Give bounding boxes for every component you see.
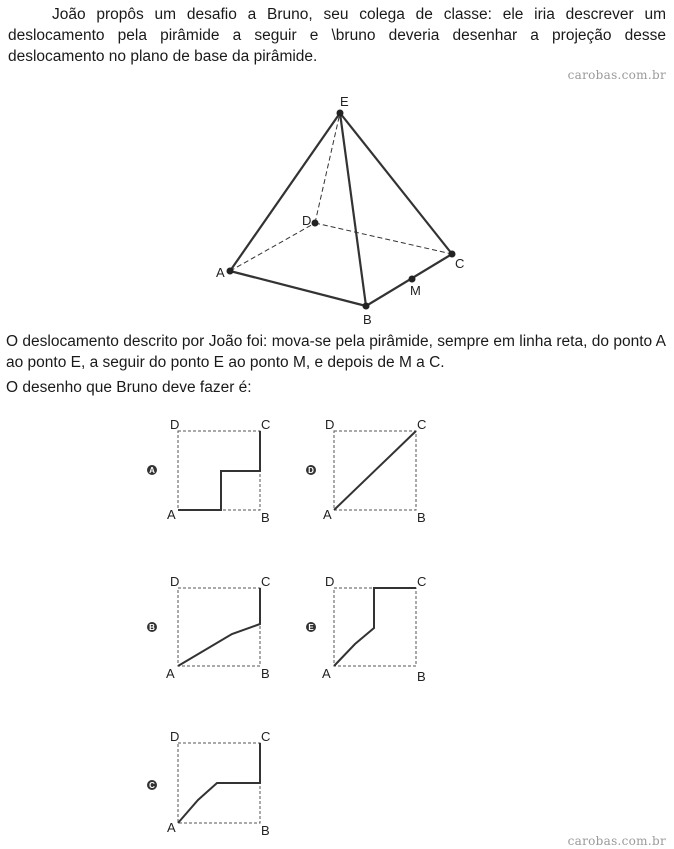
vertex-A bbox=[227, 268, 234, 275]
pyramid-figure bbox=[230, 113, 452, 306]
option-b-figure[interactable] bbox=[147, 574, 270, 681]
option-a-path bbox=[178, 431, 260, 510]
option-c-label-C: C bbox=[261, 729, 271, 744]
option-b-label-B: B bbox=[261, 666, 270, 681]
option-e-path bbox=[334, 588, 416, 666]
option-e-label-C: C bbox=[417, 574, 427, 589]
description-paragraph: O deslocamento descrito por João foi: mova-se pela pirâmide, sempre em linha reta, do ponto A ao ponto E, a seguir do ponto E ao ponto M, e depois de M a C. bbox=[6, 333, 666, 371]
option-a-letter: A bbox=[149, 466, 155, 475]
label-A: A bbox=[216, 265, 225, 280]
label-D: D bbox=[302, 213, 312, 228]
option-c-letter: C bbox=[149, 781, 155, 790]
intro-paragraph: João propôs um desafio a Bruno, seu colega de classe: ele iria descrever um deslocamento pela pirâmide a seguir e \bruno deveria desenhar a projeção desse deslocamento no plano de base da pirâmide. bbox=[8, 6, 666, 65]
option-b-label-C: C bbox=[261, 574, 271, 589]
option-e-letter: E bbox=[308, 623, 314, 632]
edge-AE bbox=[230, 113, 340, 271]
option-c-figure[interactable] bbox=[147, 729, 270, 838]
vertex-D bbox=[312, 220, 319, 227]
option-a-label-B: B bbox=[261, 510, 270, 525]
edge-AB bbox=[230, 271, 366, 306]
watermark-bottom: carobas.com.br bbox=[567, 834, 666, 848]
option-b-path bbox=[178, 588, 260, 666]
option-c-label-B: B bbox=[261, 823, 270, 838]
option-a-figure[interactable] bbox=[147, 417, 270, 525]
label-E: E bbox=[340, 94, 349, 109]
option-e-figure[interactable] bbox=[306, 574, 426, 684]
option-a-label-D: D bbox=[170, 417, 180, 432]
option-e-label-D: D bbox=[325, 574, 335, 589]
point-M bbox=[409, 276, 416, 283]
option-b-square bbox=[178, 588, 260, 666]
option-b-label-D: D bbox=[170, 574, 180, 589]
option-a-label-A: A bbox=[167, 507, 176, 522]
watermark-top: carobas.com.br bbox=[567, 68, 666, 82]
label-C: C bbox=[455, 256, 465, 271]
option-e-label-B: B bbox=[417, 669, 426, 684]
option-c-path bbox=[178, 743, 260, 823]
option-d-label-D: D bbox=[325, 417, 335, 432]
option-a-label-C: C bbox=[261, 417, 271, 432]
option-e-label-A: A bbox=[322, 666, 331, 681]
label-M: M bbox=[410, 283, 421, 298]
option-d-label-B: B bbox=[417, 510, 426, 525]
edge-AD bbox=[230, 223, 315, 271]
option-d-path bbox=[334, 431, 416, 510]
question-text: O desenho que Bruno deve fazer é: bbox=[6, 379, 252, 396]
vertex-B bbox=[363, 303, 370, 310]
option-b-letter: B bbox=[149, 623, 155, 632]
option-d-figure[interactable] bbox=[306, 417, 426, 525]
label-B: B bbox=[363, 312, 372, 327]
option-c-label-A: A bbox=[167, 820, 176, 835]
option-d-label-A: A bbox=[323, 507, 332, 522]
option-d-label-C: C bbox=[417, 417, 427, 432]
option-d-letter: D bbox=[308, 466, 314, 475]
option-b-label-A: A bbox=[166, 666, 175, 681]
option-c-label-D: D bbox=[170, 729, 180, 744]
vertex-E bbox=[337, 110, 344, 117]
